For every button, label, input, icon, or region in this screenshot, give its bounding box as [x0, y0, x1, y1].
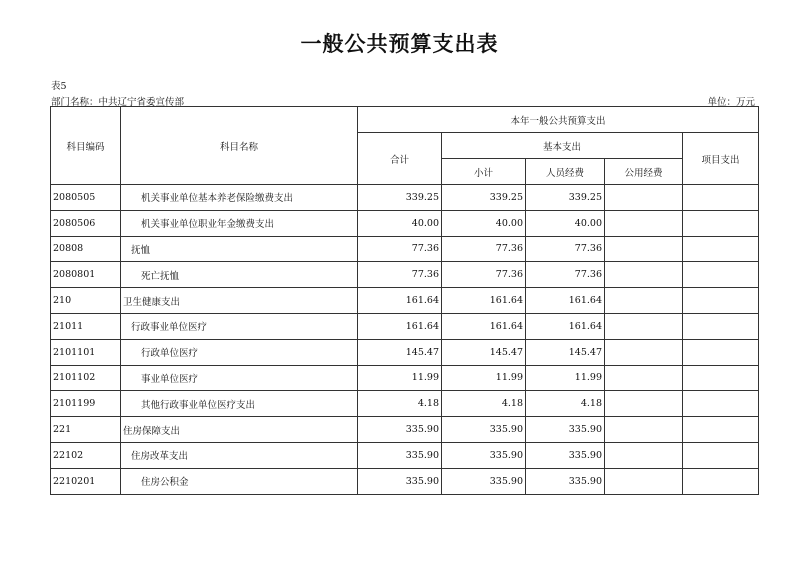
cell-code: 221 [51, 417, 121, 443]
cell-personnel: 77.36 [526, 262, 605, 288]
cell-name: 行政单位医疗 [121, 339, 358, 365]
cell-code: 2101101 [51, 339, 121, 365]
cell-subtotal: 161.64 [442, 313, 526, 339]
header-current-year: 本年一般公共预算支出 [358, 107, 759, 133]
cell-subtotal: 77.36 [442, 236, 526, 262]
cell-code: 21011 [51, 313, 121, 339]
table-row [51, 391, 759, 417]
cell-personnel: 161.64 [526, 288, 605, 314]
cell-project [683, 391, 759, 417]
cell-personnel: 77.36 [526, 236, 605, 262]
page-title: 一般公共预算支出表 [300, 32, 499, 56]
cell-public [605, 236, 683, 262]
table-row [51, 288, 759, 314]
cell-name: 住房公积金 [121, 468, 358, 494]
table-row [51, 339, 759, 365]
table-row [51, 262, 759, 288]
budget-expenditure-table [50, 106, 759, 495]
cell-project [683, 288, 759, 314]
cell-personnel: 40.00 [526, 210, 605, 236]
cell-project [683, 185, 759, 211]
cell-public [605, 417, 683, 443]
cell-total: 335.90 [358, 442, 442, 468]
unit-label: 单位：万元 [707, 97, 755, 108]
cell-public [605, 210, 683, 236]
table-row [51, 313, 759, 339]
cell-name: 机关事业单位职业年金缴费支出 [121, 210, 358, 236]
cell-public [605, 185, 683, 211]
cell-personnel: 335.90 [526, 417, 605, 443]
header-total: 合计 [358, 133, 442, 185]
cell-name: 卫生健康支出 [121, 288, 358, 314]
cell-project [683, 236, 759, 262]
cell-public [605, 365, 683, 391]
cell-subtotal: 4.18 [442, 391, 526, 417]
cell-public [605, 339, 683, 365]
cell-public [605, 468, 683, 494]
table-number: 表5 [51, 81, 67, 92]
header-basic: 基本支出 [442, 133, 683, 159]
cell-personnel: 11.99 [526, 365, 605, 391]
cell-project [683, 210, 759, 236]
cell-subtotal: 145.47 [442, 339, 526, 365]
department-label: 部门名称：中共辽宁省委宣传部 [51, 97, 185, 108]
cell-public [605, 442, 683, 468]
cell-total: 40.00 [358, 210, 442, 236]
cell-project [683, 468, 759, 494]
cell-total: 339.25 [358, 185, 442, 211]
cell-subtotal: 335.90 [442, 442, 526, 468]
cell-subtotal: 11.99 [442, 365, 526, 391]
cell-name: 住房保障支出 [121, 417, 358, 443]
cell-public [605, 288, 683, 314]
cell-total: 161.64 [358, 288, 442, 314]
header-subtotal: 小计 [442, 159, 526, 185]
header-project: 项目支出 [683, 133, 759, 185]
cell-subtotal: 161.64 [442, 288, 526, 314]
cell-code: 22102 [51, 442, 121, 468]
cell-project [683, 313, 759, 339]
cell-personnel: 335.90 [526, 442, 605, 468]
header-personnel: 人员经费 [526, 159, 605, 185]
cell-project [683, 262, 759, 288]
cell-public [605, 262, 683, 288]
table-row [51, 236, 759, 262]
cell-public [605, 391, 683, 417]
cell-project [683, 365, 759, 391]
cell-personnel: 145.47 [526, 339, 605, 365]
cell-subtotal: 339.25 [442, 185, 526, 211]
cell-total: 77.36 [358, 262, 442, 288]
cell-personnel: 161.64 [526, 313, 605, 339]
cell-total: 4.18 [358, 391, 442, 417]
cell-subtotal: 335.90 [442, 417, 526, 443]
cell-personnel: 335.90 [526, 468, 605, 494]
header-public: 公用经费 [605, 159, 683, 185]
cell-name: 住房改革支出 [121, 442, 358, 468]
cell-code: 20808 [51, 236, 121, 262]
cell-code: 2080505 [51, 185, 121, 211]
cell-code: 2210201 [51, 468, 121, 494]
table-row [51, 442, 759, 468]
cell-code: 2101199 [51, 391, 121, 417]
cell-project [683, 417, 759, 443]
cell-total: 161.64 [358, 313, 442, 339]
cell-personnel: 4.18 [526, 391, 605, 417]
cell-name: 抚恤 [121, 236, 358, 262]
table-row [51, 185, 759, 211]
header-name: 科目名称 [121, 107, 358, 185]
table-row [51, 468, 759, 494]
cell-subtotal: 40.00 [442, 210, 526, 236]
cell-code: 2080801 [51, 262, 121, 288]
table-body [51, 185, 759, 495]
cell-project [683, 339, 759, 365]
cell-code: 2101102 [51, 365, 121, 391]
cell-name: 行政事业单位医疗 [121, 313, 358, 339]
table-row [51, 210, 759, 236]
table-row [51, 417, 759, 443]
cell-subtotal: 335.90 [442, 468, 526, 494]
cell-public [605, 313, 683, 339]
cell-total: 335.90 [358, 468, 442, 494]
cell-code: 210 [51, 288, 121, 314]
cell-name: 机关事业单位基本养老保险缴费支出 [121, 185, 358, 211]
cell-code: 2080506 [51, 210, 121, 236]
cell-total: 77.36 [358, 236, 442, 262]
cell-total: 335.90 [358, 417, 442, 443]
cell-name: 事业单位医疗 [121, 365, 358, 391]
cell-total: 11.99 [358, 365, 442, 391]
cell-personnel: 339.25 [526, 185, 605, 211]
table-row [51, 365, 759, 391]
cell-subtotal: 77.36 [442, 262, 526, 288]
cell-name: 其他行政事业单位医疗支出 [121, 391, 358, 417]
cell-total: 145.47 [358, 339, 442, 365]
cell-name: 死亡抚恤 [121, 262, 358, 288]
header-code: 科目编码 [51, 107, 121, 185]
cell-project [683, 442, 759, 468]
